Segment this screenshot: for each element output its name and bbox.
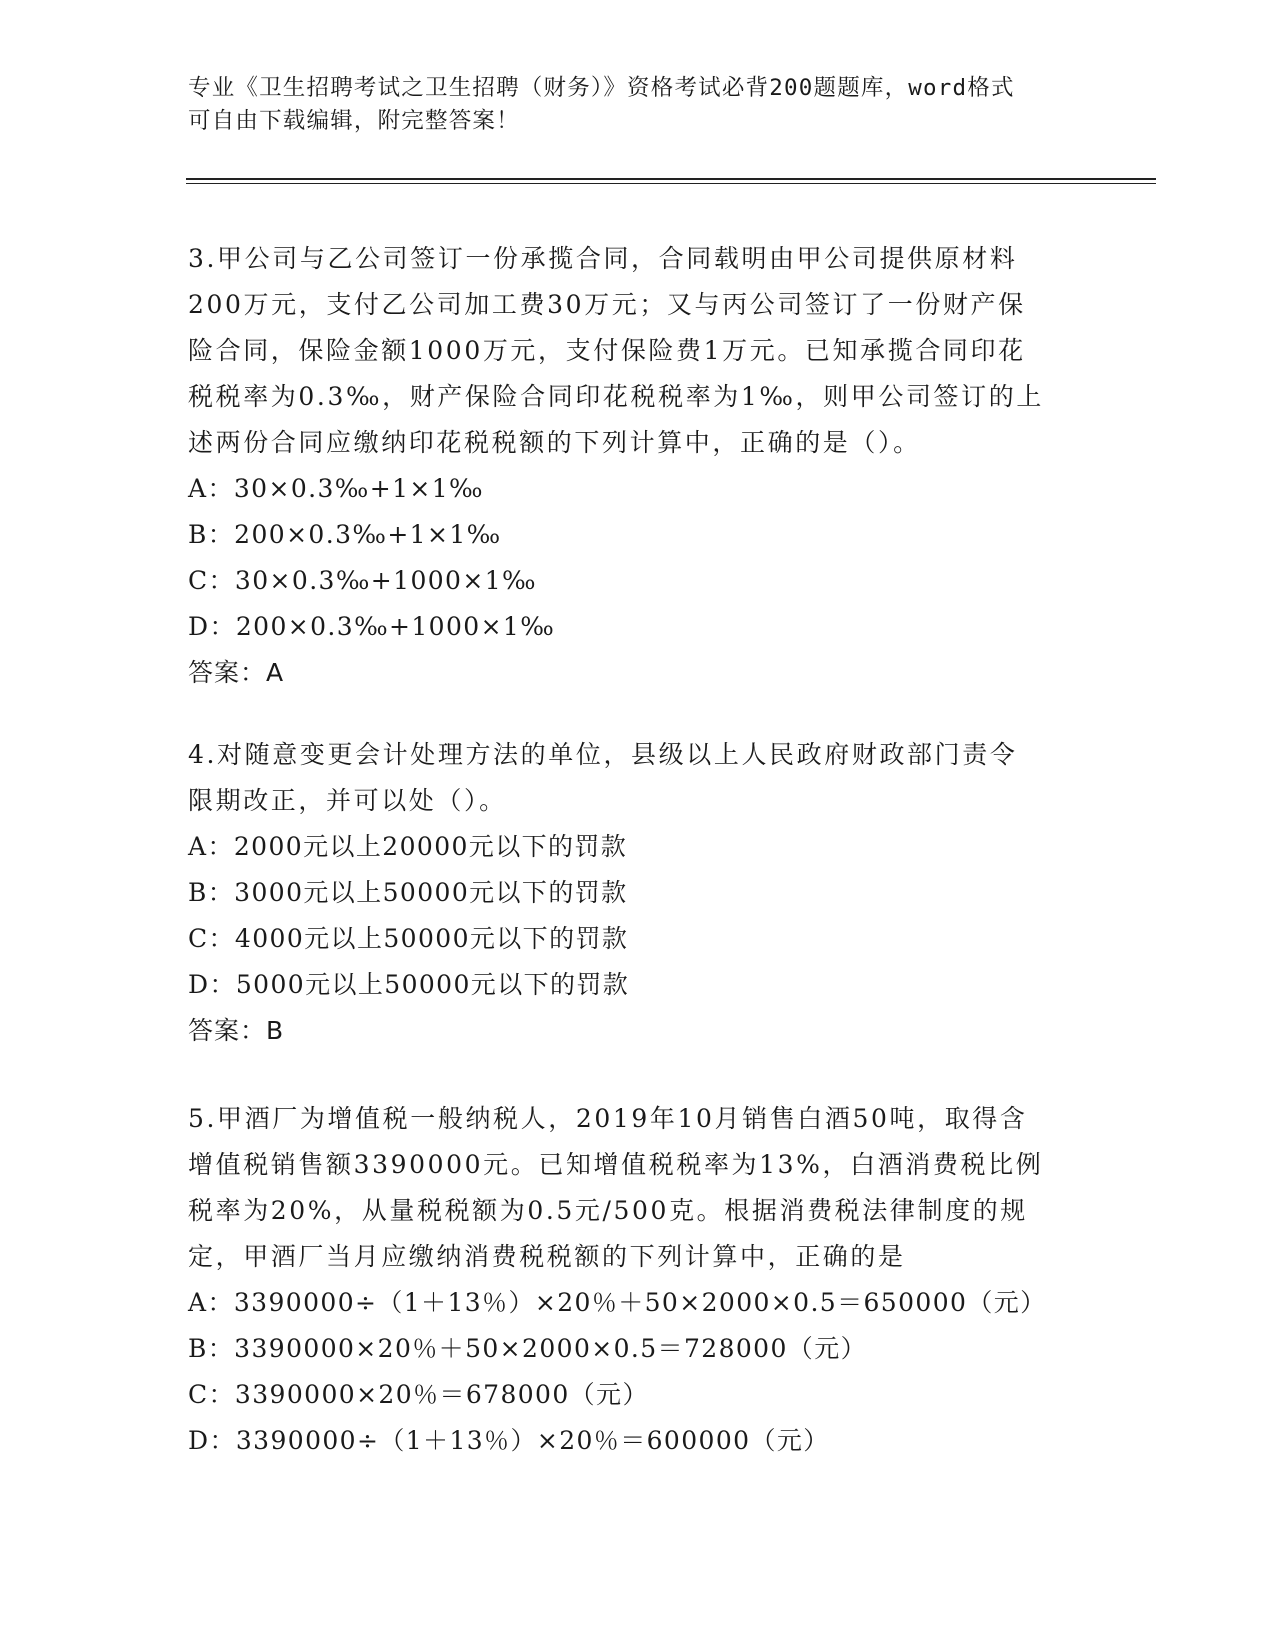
option-c: C：4000元以上50000元以下的罚款	[188, 924, 629, 953]
question-stem-line: 3.甲公司与乙公司签订一份承揽合同，合同载明由甲公司提供原材料	[188, 244, 1018, 273]
question-stem-line: 述两份合同应缴纳印花税税额的下列计算中，正确的是（）。	[188, 428, 921, 457]
question-stem-line: 税率为20%，从量税税额为0.5元/500克。根据消费税法律制度的规	[188, 1196, 1028, 1225]
option-d: D：200×0.3‰+1000×1‰	[188, 612, 556, 641]
option-d: D：5000元以上50000元以下的罚款	[188, 970, 630, 999]
header-divider	[186, 178, 1156, 180]
option-c: C：3390000×20％＝678000（元）	[188, 1380, 649, 1409]
option-d: D：3390000÷（1＋13％）×20％＝600000（元）	[188, 1426, 830, 1455]
question-stem-line: 4.对随意变更会计处理方法的单位，县级以上人民政府财政部门责令	[188, 740, 1018, 769]
answer-key: 答案：A	[188, 658, 285, 687]
option-a: A：3390000÷（1＋13％）×20％＋50×2000×0.5＝650000（元）	[188, 1288, 1047, 1317]
option-b: B：3390000×20％＋50×2000×0.5＝728000（元）	[188, 1334, 867, 1363]
question-stem-line: 定，甲酒厂当月应缴纳消费税税额的下列计算中，正确的是	[188, 1242, 906, 1271]
option-c: C：30×0.3‰+1000×1‰	[188, 566, 537, 595]
question-4	[188, 732, 1088, 1054]
header-line-2: 可自由下载编辑，附完整答案！	[188, 108, 520, 134]
option-a: A：30×0.3‰+1×1‰	[188, 474, 484, 503]
option-b: B：200×0.3‰+1×1‰	[188, 520, 502, 549]
question-stem-line: 200万元，支付乙公司加工费30万元；又与丙公司签订了一份财产保	[188, 290, 1026, 319]
question-stem-line: 5.甲酒厂为增值税一般纳税人，2019年10月销售白酒50吨，取得含	[188, 1104, 1028, 1133]
question-5	[188, 1096, 1088, 1464]
question-stem-line: 增值税销售额3390000元。已知增值税税率为13%，白酒消费税比例	[188, 1150, 1044, 1179]
header-divider-secondary	[186, 183, 1156, 184]
question-3	[188, 236, 1088, 696]
option-b: B：3000元以上50000元以下的罚款	[188, 878, 628, 907]
document-header	[188, 72, 1068, 138]
header-line-1: 专业《卫生招聘考试之卫生招聘（财务）》资格考试必背200题题库，word格式	[188, 75, 1015, 101]
option-a: A：2000元以上20000元以下的罚款	[188, 832, 628, 861]
answer-key: 答案：B	[188, 1016, 285, 1045]
question-stem-line: 税税率为0.3‰，财产保险合同印花税税率为1‰，则甲公司签订的上	[188, 382, 1044, 411]
question-stem-line: 限期改正，并可以处（）。	[188, 786, 507, 815]
question-stem-line: 险合同，保险金额1000万元，支付保险费1万元。已知承揽合同印花	[188, 336, 1026, 365]
